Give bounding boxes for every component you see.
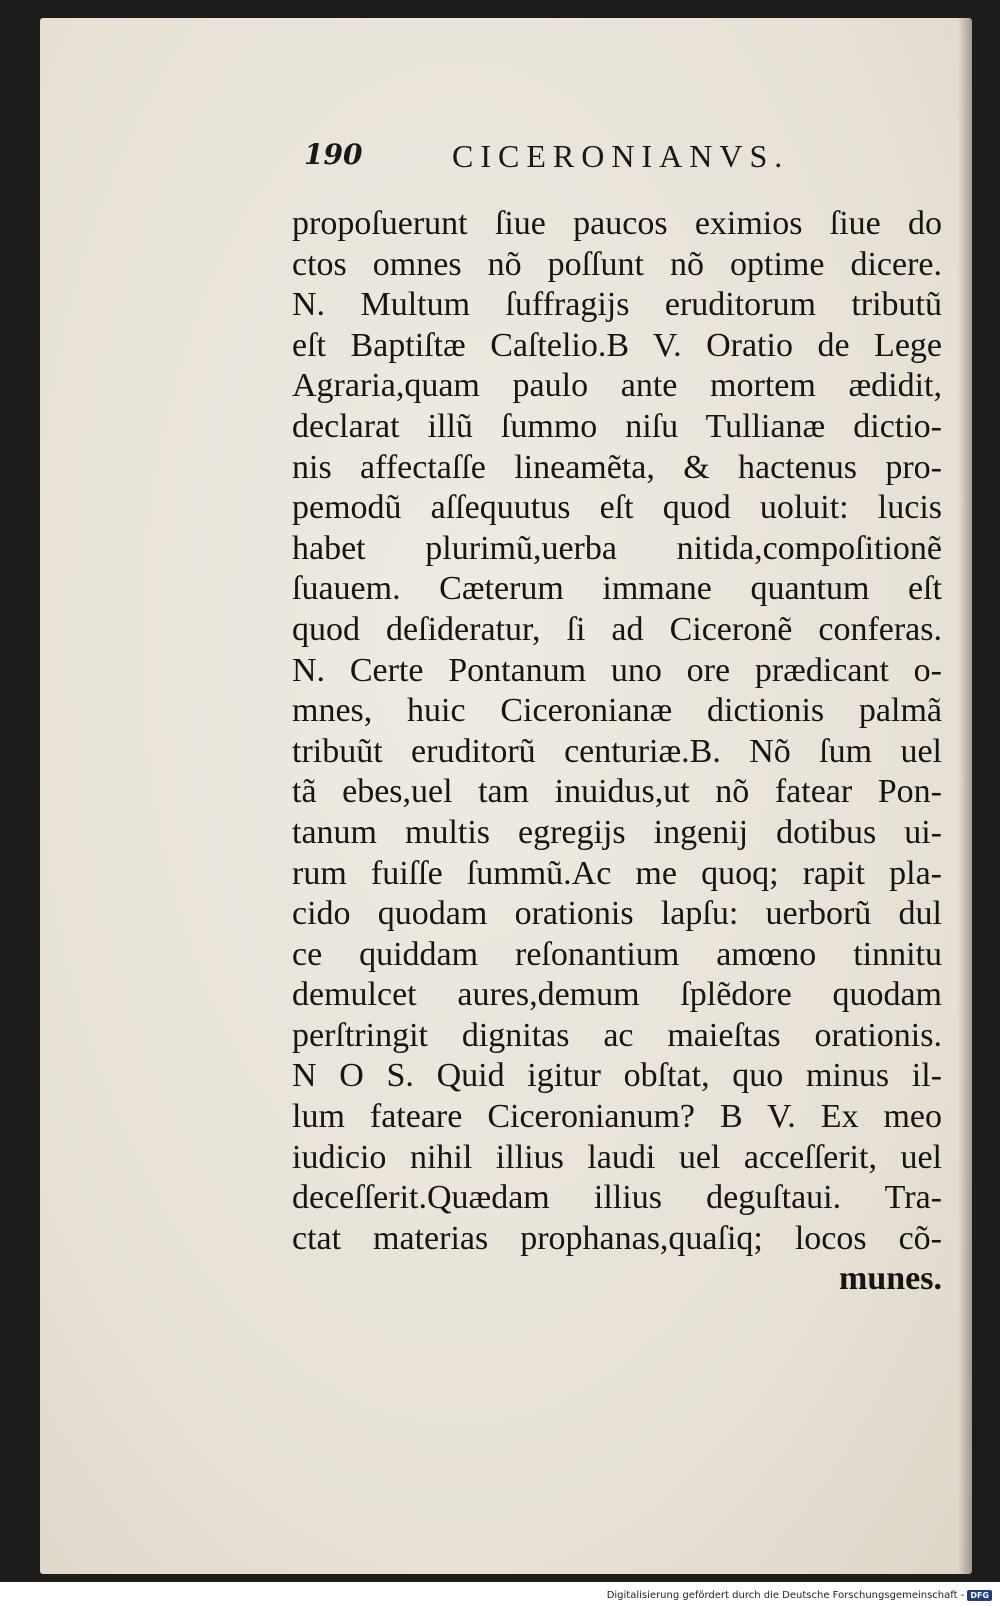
text-line: demulcet aures,demum ſplẽdore quodam xyxy=(292,976,942,1014)
text-line: N. Multum ſuffragijs eruditorum tributũ xyxy=(292,286,942,324)
text-line: ctat materias prophanas,quaſiq; locos cõ- xyxy=(292,1219,942,1257)
text-line: cido quodam orationis lapſu: uerborũ dul xyxy=(292,895,942,933)
text-line: quod deſideratur, ſi ad Ciceronẽ conferas. xyxy=(292,610,942,648)
text-line: iudicio nihil illius laudi uel acceſſerit, uel xyxy=(292,1138,942,1176)
catchword: munes. xyxy=(839,1260,942,1298)
text-line: deceſſerit.Quædam illius deguſtaui. Tra- xyxy=(292,1179,942,1217)
body-text xyxy=(292,204,942,1300)
text-line: habet plurimũ,uerba nitida,compoſitionẽ xyxy=(292,529,942,567)
text-line: nis affectaſſe lineamẽta, & hactenus pro- xyxy=(292,448,942,486)
text-line: declarat illũ ſummo niſu Tullianæ dictio- xyxy=(292,407,942,445)
text-line: eſt Baptiſtæ Caſtelio.B V. Oratio de Lege xyxy=(292,326,942,364)
text-line: tanum multis egregijs ingenij dotibus ui- xyxy=(292,813,942,851)
text-line: lum fateare Ciceronianum? B V. Ex meo xyxy=(292,1098,942,1136)
text-line: ſuauem. Cæterum immane quantum eſt xyxy=(292,570,942,608)
dfg-logo: DFG xyxy=(967,1590,992,1601)
page-edge-shadow xyxy=(958,18,972,1574)
text-line: ctos omnes nõ poſſunt nõ optime dicere. xyxy=(292,245,942,283)
text-line: mnes, huic Ciceronianæ dictionis palmã xyxy=(292,692,942,730)
text-line: tribuũt eruditorũ centuriæ.B. Nõ ſum uel xyxy=(292,732,942,770)
text-line: tã ebes,uel tam inuidus,ut nõ fatear Pon- xyxy=(292,773,942,811)
running-header xyxy=(40,138,972,188)
text-line: pemodũ aſſequutus eſt quod uoluit: lucis xyxy=(292,489,942,527)
text-line: rum fuiſſe ſummũ.Ac me quoq; rapit pla- xyxy=(292,854,942,892)
text-line: Agraria,quam paulo ante mortem ædidit, xyxy=(292,367,942,405)
text-line: N O S. Quid igitur obſtat, quo minus il- xyxy=(292,1057,942,1095)
book-page xyxy=(40,18,972,1574)
text-line: ce quiddam reſonantium amœno tinnitu xyxy=(292,935,942,973)
text-line: N. Certe Pontanum uno ore prædicant o- xyxy=(292,651,942,689)
page-number: 190 xyxy=(304,138,363,171)
footer-credit: Digitalisierung gefördert durch die Deutsche Forschungsgemeinschaft - xyxy=(606,1590,965,1601)
text-line: propoſuerunt ſiue paucos eximios ſiue do xyxy=(292,205,942,242)
text-line: perſtringit dignitas ac maieſtas orationis. xyxy=(292,1016,942,1054)
running-title: CICERONIANVS. xyxy=(452,138,790,174)
digitization-footer xyxy=(607,1590,992,1601)
